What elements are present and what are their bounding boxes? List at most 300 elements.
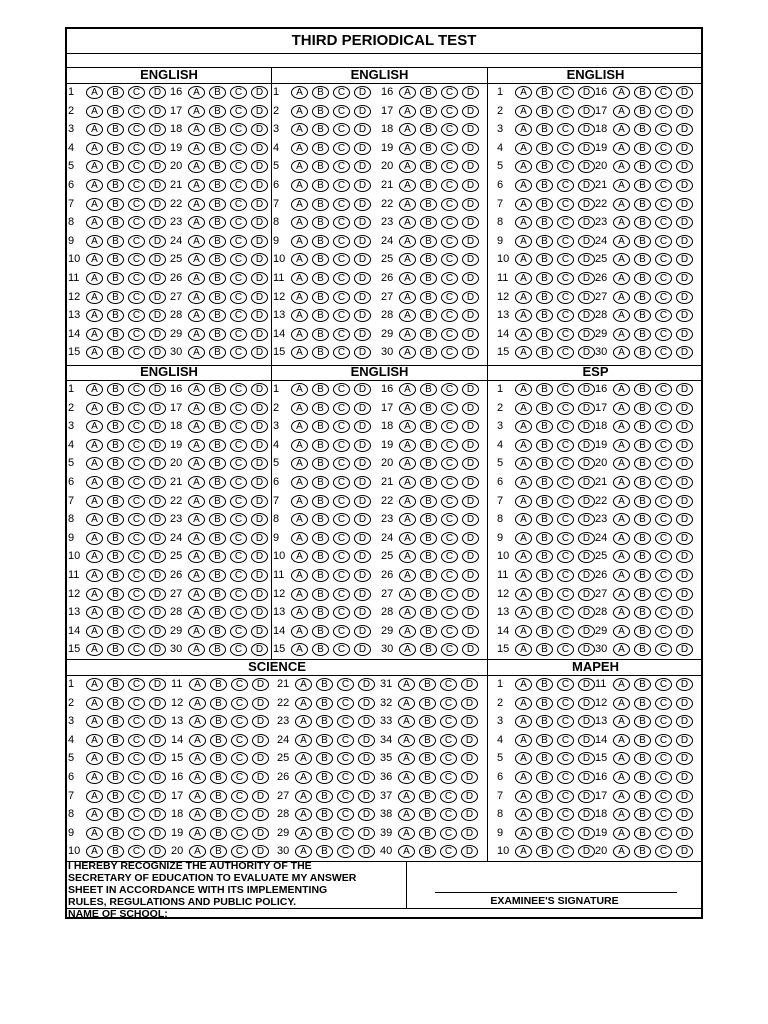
- answer-bubble-a[interactable]: A: [515, 291, 532, 304]
- answer-bubble-d[interactable]: D: [358, 678, 375, 691]
- answer-bubble-d[interactable]: D: [461, 697, 478, 710]
- answer-bubble-c[interactable]: C: [230, 309, 247, 322]
- answer-bubble-c[interactable]: C: [441, 513, 458, 526]
- answer-bubble-d[interactable]: D: [149, 790, 166, 803]
- answer-bubble-c[interactable]: C: [655, 734, 672, 747]
- answer-bubble-b[interactable]: B: [536, 402, 553, 415]
- answer-bubble-d[interactable]: D: [354, 569, 371, 582]
- answer-bubble-d[interactable]: D: [252, 790, 269, 803]
- answer-bubble-a[interactable]: A: [291, 569, 308, 582]
- answer-bubble-c[interactable]: C: [231, 678, 248, 691]
- answer-bubble-c[interactable]: C: [655, 697, 672, 710]
- answer-bubble-b[interactable]: B: [210, 678, 227, 691]
- answer-bubble-a[interactable]: A: [515, 734, 532, 747]
- answer-bubble-d[interactable]: D: [462, 643, 479, 656]
- answer-bubble-c[interactable]: C: [128, 771, 145, 784]
- answer-bubble-d[interactable]: D: [462, 253, 479, 266]
- answer-bubble-d[interactable]: D: [252, 697, 269, 710]
- answer-bubble-c[interactable]: C: [557, 790, 574, 803]
- answer-bubble-c[interactable]: C: [441, 216, 458, 229]
- answer-bubble-c[interactable]: C: [128, 291, 145, 304]
- answer-bubble-b[interactable]: B: [107, 142, 124, 155]
- answer-bubble-d[interactable]: D: [149, 346, 166, 359]
- answer-bubble-a[interactable]: A: [86, 588, 103, 601]
- answer-bubble-c[interactable]: C: [557, 420, 574, 433]
- answer-bubble-b[interactable]: B: [536, 495, 553, 508]
- answer-bubble-b[interactable]: B: [536, 105, 553, 118]
- answer-bubble-b[interactable]: B: [536, 827, 553, 840]
- answer-bubble-b[interactable]: B: [420, 402, 437, 415]
- answer-bubble-b[interactable]: B: [634, 123, 651, 136]
- answer-bubble-b[interactable]: B: [107, 346, 124, 359]
- answer-bubble-a[interactable]: A: [613, 771, 630, 784]
- answer-bubble-a[interactable]: A: [398, 827, 415, 840]
- answer-bubble-a[interactable]: A: [295, 678, 312, 691]
- answer-bubble-d[interactable]: D: [676, 383, 693, 396]
- answer-bubble-d[interactable]: D: [149, 588, 166, 601]
- answer-bubble-b[interactable]: B: [107, 625, 124, 638]
- answer-bubble-b[interactable]: B: [634, 272, 651, 285]
- answer-bubble-c[interactable]: C: [655, 827, 672, 840]
- answer-bubble-b[interactable]: B: [634, 734, 651, 747]
- answer-bubble-a[interactable]: A: [188, 550, 205, 563]
- answer-bubble-d[interactable]: D: [149, 513, 166, 526]
- answer-bubble-a[interactable]: A: [295, 697, 312, 710]
- answer-bubble-a[interactable]: A: [613, 790, 630, 803]
- answer-bubble-b[interactable]: B: [312, 402, 329, 415]
- answer-bubble-d[interactable]: D: [251, 328, 268, 341]
- answer-bubble-b[interactable]: B: [107, 588, 124, 601]
- answer-bubble-c[interactable]: C: [128, 550, 145, 563]
- answer-bubble-d[interactable]: D: [578, 476, 595, 489]
- answer-bubble-a[interactable]: A: [515, 216, 532, 229]
- answer-bubble-b[interactable]: B: [209, 643, 226, 656]
- answer-bubble-d[interactable]: D: [358, 752, 375, 765]
- answer-bubble-c[interactable]: C: [655, 420, 672, 433]
- answer-bubble-a[interactable]: A: [515, 678, 532, 691]
- answer-bubble-d[interactable]: D: [578, 383, 595, 396]
- answer-bubble-d[interactable]: D: [462, 346, 479, 359]
- answer-bubble-d[interactable]: D: [251, 457, 268, 470]
- answer-bubble-d[interactable]: D: [578, 179, 595, 192]
- answer-bubble-d[interactable]: D: [578, 142, 595, 155]
- answer-bubble-b[interactable]: B: [536, 160, 553, 173]
- answer-bubble-a[interactable]: A: [399, 513, 416, 526]
- answer-bubble-a[interactable]: A: [613, 476, 630, 489]
- answer-bubble-b[interactable]: B: [419, 845, 436, 858]
- answer-bubble-a[interactable]: A: [86, 346, 103, 359]
- answer-bubble-d[interactable]: D: [578, 550, 595, 563]
- answer-bubble-a[interactable]: A: [399, 328, 416, 341]
- answer-bubble-a[interactable]: A: [86, 643, 103, 656]
- answer-bubble-d[interactable]: D: [354, 495, 371, 508]
- answer-bubble-d[interactable]: D: [149, 383, 166, 396]
- answer-bubble-a[interactable]: A: [399, 160, 416, 173]
- answer-bubble-c[interactable]: C: [333, 309, 350, 322]
- answer-bubble-a[interactable]: A: [291, 439, 308, 452]
- answer-bubble-b[interactable]: B: [634, 513, 651, 526]
- answer-bubble-c[interactable]: C: [128, 105, 145, 118]
- answer-bubble-b[interactable]: B: [312, 588, 329, 601]
- answer-bubble-a[interactable]: A: [613, 253, 630, 266]
- answer-bubble-a[interactable]: A: [86, 476, 103, 489]
- answer-bubble-d[interactable]: D: [676, 476, 693, 489]
- answer-bubble-d[interactable]: D: [251, 272, 268, 285]
- answer-bubble-c[interactable]: C: [230, 105, 247, 118]
- answer-bubble-c[interactable]: C: [441, 550, 458, 563]
- answer-bubble-a[interactable]: A: [515, 272, 532, 285]
- answer-bubble-a[interactable]: A: [515, 606, 532, 619]
- answer-bubble-a[interactable]: A: [86, 532, 103, 545]
- answer-bubble-b[interactable]: B: [419, 678, 436, 691]
- answer-bubble-a[interactable]: A: [291, 86, 308, 99]
- answer-bubble-a[interactable]: A: [86, 845, 103, 858]
- answer-bubble-c[interactable]: C: [557, 697, 574, 710]
- answer-bubble-c[interactable]: C: [441, 291, 458, 304]
- answer-bubble-d[interactable]: D: [578, 235, 595, 248]
- answer-bubble-a[interactable]: A: [188, 235, 205, 248]
- signature-line[interactable]: [435, 892, 677, 893]
- answer-bubble-c[interactable]: C: [655, 625, 672, 638]
- answer-bubble-d[interactable]: D: [149, 216, 166, 229]
- answer-bubble-a[interactable]: A: [188, 253, 205, 266]
- answer-bubble-b[interactable]: B: [209, 457, 226, 470]
- answer-bubble-c[interactable]: C: [128, 715, 145, 728]
- answer-bubble-b[interactable]: B: [312, 550, 329, 563]
- answer-bubble-d[interactable]: D: [149, 272, 166, 285]
- answer-bubble-c[interactable]: C: [230, 402, 247, 415]
- answer-bubble-c[interactable]: C: [230, 198, 247, 211]
- answer-bubble-d[interactable]: D: [149, 198, 166, 211]
- answer-bubble-c[interactable]: C: [230, 272, 247, 285]
- answer-bubble-c[interactable]: C: [655, 216, 672, 229]
- answer-bubble-b[interactable]: B: [420, 383, 437, 396]
- answer-bubble-b[interactable]: B: [419, 827, 436, 840]
- answer-bubble-a[interactable]: A: [86, 198, 103, 211]
- answer-bubble-d[interactable]: D: [462, 235, 479, 248]
- answer-bubble-b[interactable]: B: [312, 346, 329, 359]
- answer-bubble-a[interactable]: A: [86, 328, 103, 341]
- answer-bubble-a[interactable]: A: [515, 420, 532, 433]
- answer-bubble-d[interactable]: D: [462, 420, 479, 433]
- answer-bubble-b[interactable]: B: [209, 142, 226, 155]
- answer-bubble-a[interactable]: A: [86, 697, 103, 710]
- answer-bubble-c[interactable]: C: [441, 328, 458, 341]
- answer-bubble-d[interactable]: D: [354, 532, 371, 545]
- answer-bubble-a[interactable]: A: [399, 495, 416, 508]
- answer-bubble-c[interactable]: C: [557, 771, 574, 784]
- answer-bubble-d[interactable]: D: [676, 752, 693, 765]
- answer-bubble-d[interactable]: D: [676, 734, 693, 747]
- answer-bubble-c[interactable]: C: [333, 606, 350, 619]
- answer-bubble-b[interactable]: B: [209, 588, 226, 601]
- answer-bubble-c[interactable]: C: [441, 253, 458, 266]
- answer-bubble-a[interactable]: A: [86, 216, 103, 229]
- answer-bubble-b[interactable]: B: [420, 198, 437, 211]
- answer-bubble-a[interactable]: A: [613, 160, 630, 173]
- answer-bubble-a[interactable]: A: [86, 495, 103, 508]
- answer-bubble-a[interactable]: A: [86, 142, 103, 155]
- answer-bubble-a[interactable]: A: [86, 808, 103, 821]
- answer-bubble-d[interactable]: D: [676, 513, 693, 526]
- answer-bubble-d[interactable]: D: [462, 550, 479, 563]
- answer-bubble-a[interactable]: A: [515, 86, 532, 99]
- answer-bubble-c[interactable]: C: [655, 198, 672, 211]
- answer-bubble-b[interactable]: B: [536, 588, 553, 601]
- answer-bubble-c[interactable]: C: [333, 643, 350, 656]
- answer-bubble-c[interactable]: C: [655, 291, 672, 304]
- answer-bubble-d[interactable]: D: [354, 198, 371, 211]
- answer-bubble-c[interactable]: C: [441, 179, 458, 192]
- answer-bubble-c[interactable]: C: [128, 697, 145, 710]
- answer-bubble-b[interactable]: B: [536, 643, 553, 656]
- answer-bubble-b[interactable]: B: [419, 808, 436, 821]
- answer-bubble-c[interactable]: C: [337, 845, 354, 858]
- answer-bubble-b[interactable]: B: [107, 420, 124, 433]
- answer-bubble-a[interactable]: A: [291, 291, 308, 304]
- answer-bubble-b[interactable]: B: [107, 715, 124, 728]
- answer-bubble-c[interactable]: C: [230, 439, 247, 452]
- answer-bubble-c[interactable]: C: [441, 457, 458, 470]
- answer-bubble-d[interactable]: D: [354, 142, 371, 155]
- answer-bubble-c[interactable]: C: [557, 328, 574, 341]
- answer-bubble-b[interactable]: B: [107, 771, 124, 784]
- answer-bubble-c[interactable]: C: [557, 86, 574, 99]
- answer-bubble-a[interactable]: A: [515, 845, 532, 858]
- answer-bubble-b[interactable]: B: [634, 790, 651, 803]
- answer-bubble-d[interactable]: D: [676, 643, 693, 656]
- answer-bubble-b[interactable]: B: [210, 790, 227, 803]
- answer-bubble-b[interactable]: B: [210, 771, 227, 784]
- answer-bubble-d[interactable]: D: [251, 291, 268, 304]
- answer-bubble-d[interactable]: D: [676, 253, 693, 266]
- answer-bubble-b[interactable]: B: [634, 439, 651, 452]
- answer-bubble-b[interactable]: B: [634, 845, 651, 858]
- answer-bubble-a[interactable]: A: [515, 179, 532, 192]
- answer-bubble-b[interactable]: B: [312, 253, 329, 266]
- answer-bubble-c[interactable]: C: [655, 771, 672, 784]
- answer-bubble-d[interactable]: D: [461, 827, 478, 840]
- answer-bubble-c[interactable]: C: [128, 420, 145, 433]
- answer-bubble-d[interactable]: D: [676, 827, 693, 840]
- answer-bubble-a[interactable]: A: [188, 402, 205, 415]
- answer-bubble-b[interactable]: B: [210, 697, 227, 710]
- answer-bubble-d[interactable]: D: [676, 697, 693, 710]
- answer-bubble-b[interactable]: B: [107, 272, 124, 285]
- answer-bubble-b[interactable]: B: [634, 476, 651, 489]
- answer-bubble-d[interactable]: D: [252, 771, 269, 784]
- answer-bubble-b[interactable]: B: [209, 160, 226, 173]
- answer-bubble-a[interactable]: A: [86, 734, 103, 747]
- answer-bubble-d[interactable]: D: [149, 495, 166, 508]
- answer-bubble-b[interactable]: B: [536, 625, 553, 638]
- answer-bubble-a[interactable]: A: [613, 752, 630, 765]
- answer-bubble-a[interactable]: A: [295, 808, 312, 821]
- answer-bubble-b[interactable]: B: [107, 513, 124, 526]
- answer-bubble-c[interactable]: C: [231, 808, 248, 821]
- answer-bubble-a[interactable]: A: [613, 808, 630, 821]
- answer-bubble-d[interactable]: D: [578, 532, 595, 545]
- answer-bubble-b[interactable]: B: [536, 123, 553, 136]
- answer-bubble-a[interactable]: A: [86, 272, 103, 285]
- answer-bubble-c[interactable]: C: [333, 513, 350, 526]
- answer-bubble-a[interactable]: A: [86, 123, 103, 136]
- answer-bubble-a[interactable]: A: [295, 734, 312, 747]
- answer-bubble-d[interactable]: D: [461, 715, 478, 728]
- answer-bubble-d[interactable]: D: [251, 513, 268, 526]
- answer-bubble-b[interactable]: B: [107, 808, 124, 821]
- answer-bubble-c[interactable]: C: [337, 827, 354, 840]
- answer-bubble-a[interactable]: A: [399, 291, 416, 304]
- answer-bubble-b[interactable]: B: [107, 678, 124, 691]
- answer-bubble-c[interactable]: C: [230, 346, 247, 359]
- answer-bubble-c[interactable]: C: [128, 309, 145, 322]
- answer-bubble-a[interactable]: A: [399, 142, 416, 155]
- answer-bubble-b[interactable]: B: [536, 678, 553, 691]
- answer-bubble-a[interactable]: A: [291, 383, 308, 396]
- answer-bubble-a[interactable]: A: [613, 495, 630, 508]
- answer-bubble-a[interactable]: A: [189, 771, 206, 784]
- answer-bubble-d[interactable]: D: [251, 550, 268, 563]
- answer-bubble-c[interactable]: C: [655, 105, 672, 118]
- answer-bubble-b[interactable]: B: [634, 291, 651, 304]
- answer-bubble-c[interactable]: C: [557, 532, 574, 545]
- answer-bubble-b[interactable]: B: [312, 328, 329, 341]
- answer-bubble-d[interactable]: D: [676, 420, 693, 433]
- answer-bubble-c[interactable]: C: [128, 142, 145, 155]
- answer-bubble-d[interactable]: D: [251, 625, 268, 638]
- answer-bubble-c[interactable]: C: [440, 827, 457, 840]
- answer-bubble-b[interactable]: B: [107, 216, 124, 229]
- answer-bubble-b[interactable]: B: [419, 790, 436, 803]
- answer-bubble-b[interactable]: B: [312, 532, 329, 545]
- answer-bubble-a[interactable]: A: [291, 643, 308, 656]
- answer-bubble-c[interactable]: C: [128, 198, 145, 211]
- answer-bubble-c[interactable]: C: [557, 216, 574, 229]
- answer-bubble-a[interactable]: A: [613, 845, 630, 858]
- answer-bubble-b[interactable]: B: [634, 179, 651, 192]
- answer-bubble-a[interactable]: A: [86, 235, 103, 248]
- answer-bubble-c[interactable]: C: [655, 309, 672, 322]
- answer-bubble-d[interactable]: D: [462, 532, 479, 545]
- answer-bubble-c[interactable]: C: [655, 513, 672, 526]
- answer-bubble-c[interactable]: C: [231, 790, 248, 803]
- answer-bubble-c[interactable]: C: [337, 752, 354, 765]
- answer-bubble-b[interactable]: B: [107, 550, 124, 563]
- answer-bubble-c[interactable]: C: [231, 827, 248, 840]
- answer-bubble-b[interactable]: B: [420, 346, 437, 359]
- answer-bubble-c[interactable]: C: [440, 697, 457, 710]
- answer-bubble-c[interactable]: C: [128, 734, 145, 747]
- answer-bubble-c[interactable]: C: [441, 569, 458, 582]
- answer-bubble-d[interactable]: D: [149, 253, 166, 266]
- answer-bubble-d[interactable]: D: [149, 550, 166, 563]
- answer-bubble-c[interactable]: C: [655, 569, 672, 582]
- answer-bubble-c[interactable]: C: [655, 678, 672, 691]
- answer-bubble-a[interactable]: A: [399, 606, 416, 619]
- answer-bubble-b[interactable]: B: [312, 420, 329, 433]
- answer-bubble-a[interactable]: A: [188, 383, 205, 396]
- answer-bubble-d[interactable]: D: [462, 588, 479, 601]
- answer-bubble-b[interactable]: B: [420, 179, 437, 192]
- answer-bubble-c[interactable]: C: [337, 715, 354, 728]
- answer-bubble-a[interactable]: A: [86, 771, 103, 784]
- answer-bubble-b[interactable]: B: [634, 678, 651, 691]
- answer-bubble-d[interactable]: D: [251, 532, 268, 545]
- answer-bubble-b[interactable]: B: [312, 625, 329, 638]
- answer-bubble-a[interactable]: A: [295, 715, 312, 728]
- answer-bubble-b[interactable]: B: [536, 513, 553, 526]
- answer-bubble-b[interactable]: B: [209, 532, 226, 545]
- answer-bubble-b[interactable]: B: [420, 495, 437, 508]
- answer-bubble-d[interactable]: D: [149, 105, 166, 118]
- answer-bubble-b[interactable]: B: [312, 439, 329, 452]
- answer-bubble-d[interactable]: D: [149, 715, 166, 728]
- answer-bubble-a[interactable]: A: [613, 86, 630, 99]
- answer-bubble-a[interactable]: A: [86, 86, 103, 99]
- answer-bubble-a[interactable]: A: [291, 142, 308, 155]
- answer-bubble-b[interactable]: B: [419, 697, 436, 710]
- answer-bubble-c[interactable]: C: [128, 790, 145, 803]
- answer-bubble-c[interactable]: C: [441, 643, 458, 656]
- answer-bubble-a[interactable]: A: [86, 715, 103, 728]
- answer-bubble-d[interactable]: D: [251, 142, 268, 155]
- answer-bubble-a[interactable]: A: [189, 697, 206, 710]
- answer-bubble-b[interactable]: B: [634, 457, 651, 470]
- answer-bubble-b[interactable]: B: [316, 808, 333, 821]
- answer-bubble-d[interactable]: D: [676, 550, 693, 563]
- answer-bubble-c[interactable]: C: [557, 606, 574, 619]
- answer-bubble-b[interactable]: B: [107, 160, 124, 173]
- answer-bubble-c[interactable]: C: [441, 272, 458, 285]
- answer-bubble-b[interactable]: B: [420, 606, 437, 619]
- answer-bubble-c[interactable]: C: [230, 216, 247, 229]
- answer-bubble-c[interactable]: C: [557, 808, 574, 821]
- answer-bubble-b[interactable]: B: [312, 142, 329, 155]
- answer-bubble-d[interactable]: D: [251, 198, 268, 211]
- answer-bubble-a[interactable]: A: [613, 402, 630, 415]
- answer-bubble-a[interactable]: A: [189, 715, 206, 728]
- answer-bubble-a[interactable]: A: [188, 476, 205, 489]
- answer-bubble-a[interactable]: A: [295, 827, 312, 840]
- answer-bubble-d[interactable]: D: [462, 86, 479, 99]
- answer-bubble-d[interactable]: D: [358, 771, 375, 784]
- answer-bubble-b[interactable]: B: [107, 569, 124, 582]
- answer-bubble-a[interactable]: A: [189, 845, 206, 858]
- answer-bubble-a[interactable]: A: [189, 827, 206, 840]
- answer-bubble-a[interactable]: A: [295, 771, 312, 784]
- answer-bubble-c[interactable]: C: [655, 86, 672, 99]
- answer-bubble-d[interactable]: D: [578, 328, 595, 341]
- answer-bubble-d[interactable]: D: [578, 827, 595, 840]
- answer-bubble-c[interactable]: C: [655, 328, 672, 341]
- answer-bubble-b[interactable]: B: [634, 532, 651, 545]
- answer-bubble-a[interactable]: A: [613, 734, 630, 747]
- answer-bubble-b[interactable]: B: [536, 734, 553, 747]
- answer-bubble-d[interactable]: D: [354, 272, 371, 285]
- answer-bubble-b[interactable]: B: [420, 439, 437, 452]
- answer-bubble-a[interactable]: A: [188, 513, 205, 526]
- answer-bubble-c[interactable]: C: [128, 678, 145, 691]
- answer-bubble-b[interactable]: B: [634, 495, 651, 508]
- answer-bubble-d[interactable]: D: [354, 86, 371, 99]
- answer-bubble-b[interactable]: B: [107, 86, 124, 99]
- answer-bubble-b[interactable]: B: [634, 771, 651, 784]
- answer-bubble-c[interactable]: C: [557, 457, 574, 470]
- answer-bubble-b[interactable]: B: [209, 625, 226, 638]
- answer-bubble-a[interactable]: A: [515, 142, 532, 155]
- answer-bubble-b[interactable]: B: [536, 142, 553, 155]
